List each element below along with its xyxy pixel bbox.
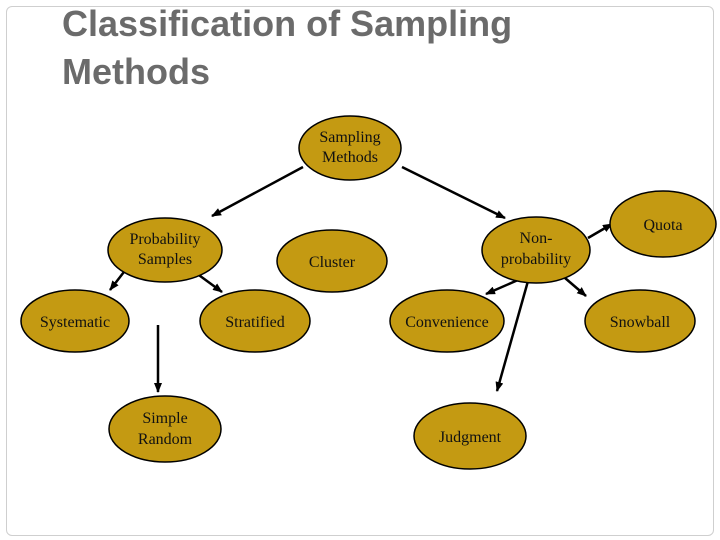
node-sampling-methods-label-2: Methods — [322, 149, 378, 166]
node-snowball — [585, 290, 695, 352]
node-convenience-label: Convenience — [405, 314, 489, 331]
edge-nonprobability-to-judgment — [497, 281, 528, 391]
node-stratified-label: Stratified — [225, 314, 285, 331]
node-sampling-methods — [299, 116, 401, 180]
node-sampling-methods-label-1: Sampling — [319, 129, 381, 146]
node-convenience — [390, 290, 504, 352]
node-nonprobability-shape — [482, 217, 590, 283]
node-systematic — [21, 290, 129, 352]
node-simple-random-label-2: Random — [137, 431, 193, 448]
edge-nonprobability-to-quota — [588, 224, 612, 238]
node-probability-samples-label-1: Probability — [129, 231, 201, 248]
edge-nonprobability-to-convenience — [486, 280, 518, 294]
node-simple-random-label-1: Simple — [142, 410, 188, 427]
node-snowball-label: Snowball — [609, 314, 671, 331]
edge-sampling-to-probability — [212, 167, 303, 216]
edge-sampling-to-nonprobability — [402, 167, 505, 218]
edge-nonprobability-to-snowball — [565, 278, 586, 296]
node-cluster — [277, 230, 387, 292]
node-quota — [610, 191, 716, 257]
node-sampling-methods-shape — [299, 116, 401, 180]
node-probability-samples-shape — [108, 218, 222, 282]
node-simple-random-shape — [109, 396, 221, 462]
node-cluster-label: Cluster — [308, 254, 356, 271]
diagram-nodes — [21, 116, 716, 469]
node-nonprobability-label-2: probability — [500, 251, 572, 268]
node-nonprobability-label-1: Non- — [519, 230, 553, 247]
node-probability-samples-label-2: Samples — [137, 251, 193, 268]
node-systematic-label: Systematic — [39, 314, 111, 331]
node-simple-random — [109, 396, 221, 462]
node-quota-label: Quota — [643, 217, 683, 234]
node-probability-samples — [108, 218, 222, 282]
node-judgment — [414, 403, 526, 469]
node-nonprobability — [482, 217, 590, 283]
slide-title-line-1: Classification of Sampling — [62, 3, 513, 44]
node-judgment-label: Judgment — [438, 429, 502, 446]
slide-title-line-2: Methods — [62, 51, 210, 92]
node-stratified — [200, 290, 310, 352]
